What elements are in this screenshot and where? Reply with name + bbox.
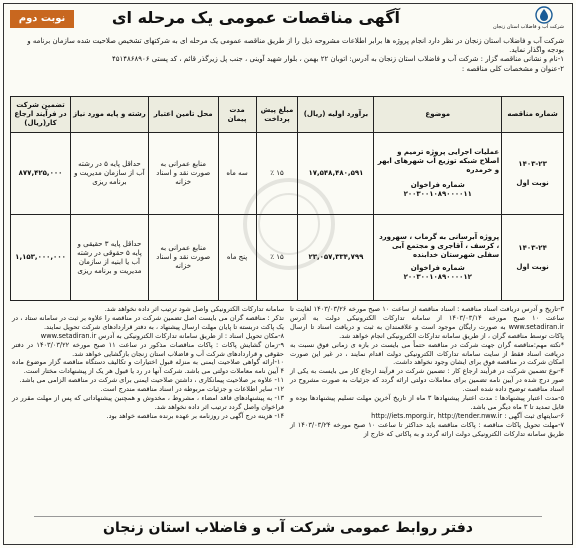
term-paragraph: سامانه تدارکات الکترونیکی واصل شود ترتیب اثر داده نخواهد شد. xyxy=(104,305,284,313)
column-header: تضمین شرکت در فرآیند ارجاع کار(ریال) xyxy=(11,97,71,133)
watermark-icon xyxy=(239,174,339,274)
duration-value: سه ماه xyxy=(226,169,248,177)
footer-signature: دفتر روابط عمومی شرکت آب و فاضلاب استان زنجان xyxy=(34,516,542,538)
subject-text: پروژه آبرسانی به گرماب ، سهرورد ، کرسف ، آقاجری و مجتمع آبی سفلی شهرستان خدابنده xyxy=(379,233,500,259)
column-header: موضوع xyxy=(374,97,502,133)
turn-badge: نوبت دوم xyxy=(10,10,74,28)
call-number: ۲۰۰۳۰۰۱۰۸۹۰۰۰۰۱۲ xyxy=(403,273,472,281)
terms-column-left xyxy=(12,305,284,421)
funding-cell xyxy=(148,133,218,215)
intro-paragraph: شرکت آب و فاضلاب استان زنجان در نظر دارد انجام پروژه ها برابر اطلاعات مشروحه ذیل را از طریق مناقصه عمومی یک مرحله ای به شرکتهای تشخیص صلاحیت شده سازمان برنامه و بودجه واگذار نماید. xyxy=(27,37,564,55)
duration-value: پنج ماه xyxy=(226,253,248,261)
term-paragraph: ۱۱- علاوه بر صلاحیت پیمانکاری ، داشتن صلاحیت ایمنی برای شرکت در مناقصه الزامی می باشد. xyxy=(19,376,284,385)
call-label: شماره فراخوان xyxy=(410,264,465,272)
column-header: مدت پیمان xyxy=(218,97,256,133)
column-header: رشته و پایه مورد نیاز xyxy=(71,97,149,133)
advertisement-page xyxy=(3,3,573,545)
term-paragraph: ۵-مدت اعتبار پیشنهادها : مدت اعتبار پیشنهادها ۳ ماه از تاریخ آخرین مهلت تسلیم پیشنهادها بوده و قابل تمدید تا ۳ ماه دیگر می باشد. xyxy=(290,394,565,411)
column-header: شماره مناقصه xyxy=(502,97,564,133)
header xyxy=(6,6,570,36)
term-paragraph: ۷-مهلت تحویل پاکات مناقصه : پاکات مناقصه باید حداکثر تا ساعت ۱۰ صبح مورخه ۱۴۰۳/۰۳/۲۴ از طریق سامانه تدارکات الکترونیکی دولت ارائه گردد و به پاکاتی که خارج از xyxy=(290,420,564,438)
grade-value: حداقل پایه ۵ در رشته آب از سازمان مدیریت و برنامه ریزی xyxy=(74,160,145,186)
tender-number: ۱۴۰۳-۲۴ xyxy=(518,243,547,252)
term-paragraph: *نکته مهم:مناقصه گران جهت شرکت در مناقصه حتماً می بایست در بازه ی زمانی فوق نسبت به دریافت اسناد فقط از سایت سامانه تدارکات الکترونیکی دولت اقدام نمایند ، در غیر این صورت امکان شرکت در مناقصه فوق برای ایشان وجود نخواهد داشت. xyxy=(290,340,564,367)
term-paragraph: ۸-مکان تحویل اسناد : از طریق سامانه تدارکات الکترونیکی به آدرس www.setadiran.ir xyxy=(40,331,284,340)
page-title: آگهی مناقصات عمومی یک مرحله ای xyxy=(111,8,400,27)
terms-column-right xyxy=(290,305,564,439)
guarantee-cell xyxy=(11,215,71,301)
tender-turn: نوبت اول xyxy=(516,262,549,271)
call-number: ۲۰۰۳۰۰۱۰۸۹۰۰۰۰۱۱ xyxy=(403,190,472,198)
estimate-value: ۱۷,۵۴۸,۴۸۰,۵۹۱ xyxy=(308,169,364,177)
logo-caption: شرکت آب و فاضلاب استان زنجان xyxy=(492,24,564,30)
grade-cell xyxy=(71,133,149,215)
guarantee-cell xyxy=(11,133,71,215)
terms-section xyxy=(12,305,564,517)
intro-text xyxy=(12,37,564,74)
grade-cell xyxy=(71,215,149,301)
call-label: شماره فراخوان xyxy=(410,181,465,189)
term-paragraph: ۱۳- به پیشنهادهای فاقد امضاء ، مشروط ، مخدوش و همچنین پیشنهاداتی که پس از مهلت مقرر در فراخوان واصل گردد ترتیب اثر داده نخواهد شد. xyxy=(12,394,284,411)
table-header-row xyxy=(11,97,564,133)
term-paragraph: تذکر : مناقصه گران می بایست اصل تضمین شرکت در مناقصه را علاوه بر ثبت در سامانه ستاد ، در یک پاکت دربسته تا پایان مهلت ارسال پیشنهاد ، به دفتر قراردادهای شرکت تحویل نمایند. xyxy=(12,313,284,331)
column-header: برآورد اولیه (ریال) xyxy=(298,97,374,133)
estimate-value: ۲۳,۰۵۷,۳۳۴,۷۹۹ xyxy=(308,253,364,261)
term-paragraph: ۱۴- هزینه درج آگهی در روزنامه بر عهده برنده مناقصه خواهد بود. xyxy=(106,411,284,420)
tender-number-cell xyxy=(502,133,564,215)
subject-text: عملیات اجرایی پروژه ترمیم و اصلاح شبکه توزیع آب شهرهای ابهر و خرمدره xyxy=(377,148,500,174)
column-header: محل تامین اعتبار xyxy=(148,97,218,133)
funding-value: منابع عمرانی به صورت نقد و اسناد خزانه xyxy=(156,244,211,270)
term-paragraph: ۴-نوع تضمین شرکت در فرآیند ارجاع کار : تضمین شرکت در فرآیند ارجاع کار می بایست به یکی از صور درج شده در آیین نامه تضمین برای معاملات دولتی ارائه گردد که جزئیات به صورت مشروح در اسناد مناقصه توضیح داده شده است. xyxy=(290,367,564,394)
funding-value: منابع عمرانی به صورت نقد و اسناد خزانه xyxy=(156,160,211,186)
guarantee-value: ۱,۱۵۳,۰۰۰,۰۰۰ xyxy=(15,253,66,261)
funding-cell xyxy=(148,215,218,301)
tender-turn: نوبت اول xyxy=(516,178,549,187)
column-header: مبلغ پیش پرداخت xyxy=(256,97,298,133)
grade-value: حداقل پایه ۳ حقیقی و پایه ۵ حقوقی در رشته آب یا ابنیه از سازمان مدیریت و برنامه ریزی xyxy=(77,239,142,275)
intro-paragraph: ۱-نام و نشانی مناقصه گزار : شرکت آب و فاضلاب استان زنجان به آدرس: اتوبان ۲۲ بهمن ، بلوار شهید آوینی ، جنب پل زیرگذر قائم ، کد پستی ۴۵۱۴۸۶۸۹۰۶ xyxy=(111,55,564,64)
subject-cell xyxy=(374,133,502,215)
term-paragraph: ۱۰-ارائه گواهی صلاحیت ایمنی به منزله قبول اختیارات و تکالیف دستگاه مناقصه گزار موضوع ماده ۴ آیین نامه معاملات دولتی می باشد. شرکت آنها در رد یا قبول هر یک از پیشنهادات مختار است. xyxy=(12,358,284,376)
term-paragraph: ۱۲- سایر اطلاعات و جزئیات مربوطه در اسناد مناقصه مندرج است. xyxy=(100,385,284,394)
intro-paragraph: ۲-عنوان و مشخصات کلی مناقصه : xyxy=(461,64,564,73)
company-logo xyxy=(492,6,564,36)
tender-number-cell xyxy=(502,215,564,301)
term-paragraph: ۳-تاریخ و آدرس دریافت اسناد مناقصه : اسناد مناقصه از ساعت ۱۰ صبح مورخه ۱۴۰۳/۰۳/۲۶ لغایت تا ساعت ۱۰ صبح مورخه ۱۴۰۳/۰۳/۱۴ از سامانه تدارکات الکترونیکی دولت به آدرس www.setadiran.ir به صورت رایگان موجود است و علاقمندان به ثبت و دریافت اسناد تا ارسال پاکات توسط مناقصه گران ، از طریق سامانه تدارکات الکترونیکی انجام خواهد شد. xyxy=(290,305,565,340)
subject-cell xyxy=(374,215,502,301)
term-paragraph: ۶-سایتهای ثبت آگهی : http://iets.mporg.ir, http://tender.nww.ir xyxy=(371,411,564,420)
term-paragraph: ۹-زمان گشایش پاکات : پاکات مناقصات مذکور در ساعت ۱۱ صبح مورخه ۱۴۰۳/۰۳/۲۲ در دفتر حقوقی و قراردادهای شرکت آب و فاضلاب استان زنجان بازگشایی خواهد شد. xyxy=(12,340,285,358)
tender-number: ۱۴۰۳-۲۳ xyxy=(518,159,547,168)
prepay-value: ۱۵ ٪ xyxy=(270,253,284,261)
guarantee-value: ۸۷۷,۴۲۵,۰۰۰ xyxy=(18,169,63,177)
water-drop-logo-icon xyxy=(533,6,555,24)
prepay-value: ۱۵ ٪ xyxy=(270,169,284,177)
